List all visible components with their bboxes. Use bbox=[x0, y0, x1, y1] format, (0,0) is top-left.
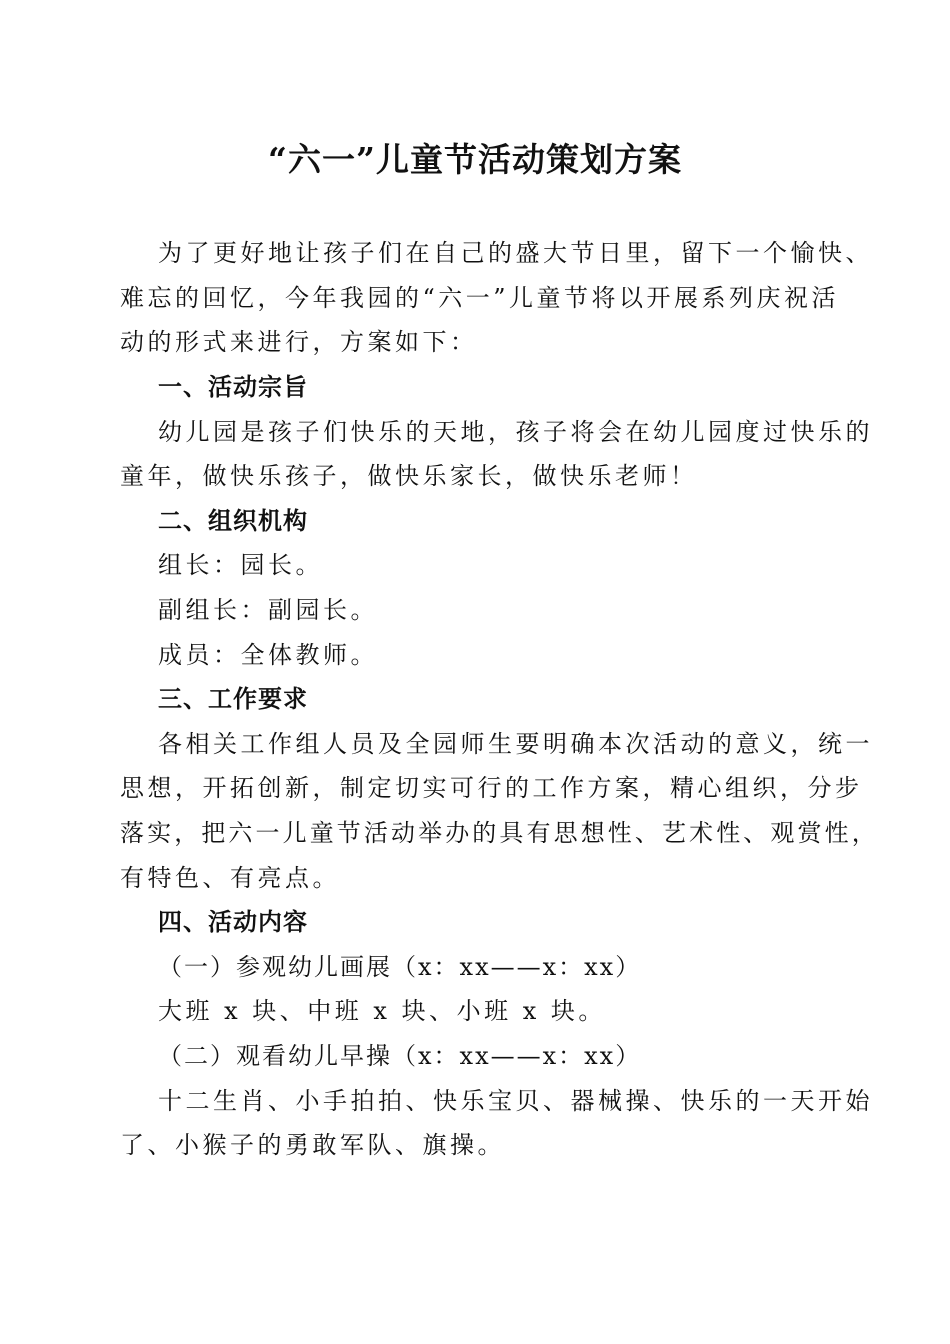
requirements-line-4: 有特色、有亮点。 bbox=[120, 864, 340, 892]
section-heading-purpose: 一、活动宗旨 bbox=[158, 373, 308, 401]
intro-line-1: 为了更好地让孩子们在自己的盛大节日里，留下一个愉快、 bbox=[158, 239, 873, 267]
content-item-2-line-1: 十二生肖、小手拍拍、快乐宝贝、器械操、快乐的一天开始 bbox=[158, 1087, 873, 1115]
organization-line-leader: 组长：园长。 bbox=[158, 551, 323, 579]
purpose-line-2: 童年，做快乐孩子，做快乐家长，做快乐老师！ bbox=[120, 462, 698, 490]
section-heading-content: 四、活动内容 bbox=[158, 908, 308, 936]
content-item-2-line-2: 了、小猴子的勇敢军队、旗操。 bbox=[120, 1131, 505, 1159]
requirements-line-2: 思想，开拓创新，制定切实可行的工作方案，精心组织，分步 bbox=[120, 774, 863, 802]
section-heading-requirements: 三、工作要求 bbox=[158, 685, 308, 713]
organization-line-members: 成员：全体教师。 bbox=[158, 641, 378, 669]
requirements-line-3: 落实，把六一儿童节活动举办的具有思想性、艺术性、观赏性， bbox=[120, 819, 879, 847]
content-item-2-title: （二）观看幼儿早操（x：xx——x：xx） bbox=[158, 1042, 642, 1070]
content-item-1-text: 大班 x 块、中班 x 块、小班 x 块。 bbox=[158, 997, 606, 1025]
requirements-line-1: 各相关工作组人员及全园师生要明确本次活动的意义，统一 bbox=[158, 730, 873, 758]
organization-line-deputy: 副组长：副园长。 bbox=[158, 596, 378, 624]
document-title: “六一”儿童节活动策划方案 bbox=[268, 140, 682, 179]
intro-line-3: 动的形式来进行，方案如下： bbox=[120, 328, 478, 356]
section-heading-organization: 二、组织机构 bbox=[158, 507, 308, 535]
purpose-line-1: 幼儿园是孩子们快乐的天地，孩子将会在幼儿园度过快乐的 bbox=[158, 418, 873, 446]
intro-line-2: 难忘的回忆，今年我园的“六一”儿童节将以开展系列庆祝活 bbox=[120, 284, 840, 312]
content-item-1-title: （一）参观幼儿画展（x：xx——x：xx） bbox=[158, 953, 642, 981]
